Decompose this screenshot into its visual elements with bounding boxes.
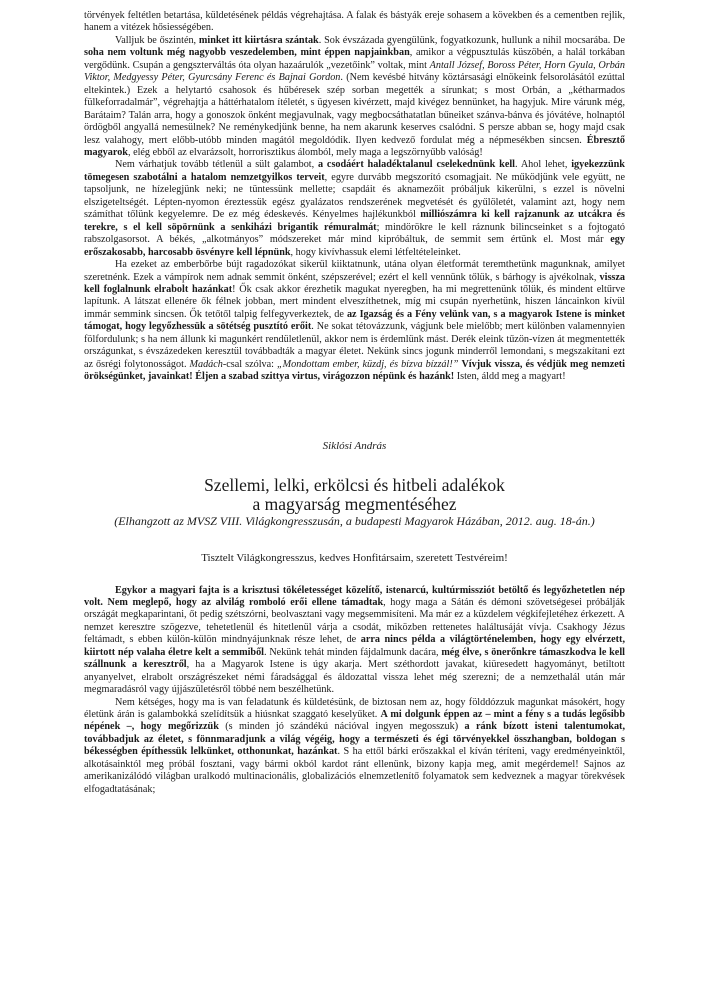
- article-title-line: a magyarság megmentéséhez: [252, 494, 457, 515]
- paragraph: Nem várhatjuk tovább tétlenül a sült galambot, a csodáért haladéktalanul cselekednünk kell. Ahol lehet, igyekezzünk tömegesen szabotálni a hatalom nemzetgyilkos terveit, egyre durvább megszorító csomagjait. Ne működjünk vele együtt, ne tapsoljunk, ne hízelegjünk neki; ne tüntessünk mellette; csapdáit és aknamezőit próbáljuk kikerülni, s ezzel is növelni elszigeteltségét. Lépten-nyomon éreztessük egész gyalázatos rendszerének megvetését és gyűlöletét, valamint azt, hogy nem számíthat tőlünk kegyelemre. De ez még édeskevés. Kényelmes hajlékunkból milliószámra ki kell rajzanunk az utcákra és terekre, s el kell söpörnünk a senkiházi brigantik rémuralmát; mindörökre le kell ráznunk bilincseinket s a fojtogató rabszolgasorsot. A békés, „alkotmányos” módszereket már mind kipróbáltuk, de semmit sem értünk el. Most már egy erőszakosabb, harcosabb ösvényre kell lépnünk, hogy kivívhassuk elemi létfeltételeinket.: [84, 159, 625, 258]
- article-subtitle: (Elhangzott az MVSZ VIII. Világkongresszusán, a budapesti Magyarok Házában, 2012. aug. 18-án.): [114, 514, 595, 529]
- paragraph: Egykor a magyari fajta is a krisztusi tökéletességet közelítő, istenarcú, kultúrmissziót betöltő és legyőzhetetlen nép volt. Nem meglepő, hogy az alvilág romboló erői ellene támadtak, hogy maga a Sátán és démoni szövetségesei próbálják országát megkaparintani, őt pedig szétszórni, beolvasztani vagy megsemmisíteni. Ma már ez a küzdelem végkifejletéhez érkezett. A nemzet keresztre szögezve, tehetetlenül és hitetlenül várja a csodát, miközben rettenetes haláltusáját vívja. Csakhogy Jézus feltámadt, s ebben külön-külön mindnyájunknak része lehet, de arra nincs példa a világtörténelemben, hogy egy elvérzett, kiirtott nép valaha életre kelt a semmiből. Nekünk tehát minden fájdalmunk dacára, még élve, s önerőnkre támaszkodva le kell szállnunk a keresztről, ha a Magyarok Istene is úgy akarja. Mert széthordott javakat, kiüresedett hagyományt, betiltott anyanyelvet, elrabolt országrészeket némi fáradsággal és áldozattal vissza lehet még szerezni; de a nemzethalál után már megmaradásról vagy újjászületésről többé nem beszélhetünk.: [84, 584, 625, 696]
- article-author: Siklósi András: [322, 439, 387, 452]
- paragraph: törvények feltétlen betartása, küldetésének példás végrehajtása. A falak és bástyák ereje sohasem a kövekben és a cementben rejlik, hanem a vitézek hősiességében.: [84, 10, 625, 34]
- greeting: Tisztelt Világkongresszus, kedves Honfitársaim, szeretett Testvéreim!: [201, 552, 508, 565]
- article-title-line: Szellemi, lelki, erkölcsi és hitbeli adalékok: [204, 475, 505, 496]
- paragraph: Ha ezeket az emberbőrbe bújt ragadozókat sikerül kiiktatnunk, utána olyan életformát teremthetünk magunknak, amilyet szeretnénk. Ezek a vámpírok nem adnak semmit önként, szépszerével; ezért el kell vennünk tőlük, s bárhogy is ajvékolnak, vissza kell foglalnunk elrabolt hazánkat! Ők csak akkor érezhetik magukat nyeregben, ha mi megrettenünk tőlük, és mindent eltűrve lapítunk. A látszat ellenére ők félnek jobban, mert mindent elveszíthetnek, míg mi csupán nyerhetünk, hiszen láncainkon kívül immár semmink sincsen. Ők tetőtől talpig felfegyverkeztek, de az Igazság és a Fény velünk van, s a magyarok Istene is minket támogat, hogy legyőzhessük a sötétség pusztító erőit. Ne sokat tétovázzunk, vágjunk bele mielőbb; mert különben valamennyien fölfordulunk; s ha nem állunk ki magunkért rendületlenül, akkor nem is érdemlünk mást. Derék eleink tűzön-vízen át megmentették országunkat, s évszázedeken keresztül továbbadták a magyar életet. Nekünk sincs jogunk minderről lemondani, s megszakítani ezt az ősrégi folytonosságot. Madách-csal szólva: „Mondottam ember, küzdj, és bízva bízzál!” Vívjuk vissza, és védjük meg nemzeti örökségünket, javainkat! Éljen a szabad szittya virtus, virágozzon népünk és hazánk! Isten, áldd meg a magyart!: [84, 259, 626, 383]
- article-title: [84, 476, 625, 514]
- paragraph: Nem kétséges, hogy ma is van feladatunk és küldetésünk, de biztosan nem az, hogy földdózzuk magunkat másokért, hogy életünk árán is galambokká szelídítsük a hiúsnkat szaggató keselyűket. A mi dolgunk éppen az – mint a fény s a tudás legősibb népének –, hogy megőrizzük (s minden jó szándékú nációval ingyen megosszuk) a ránk bízott isteni talentumokat, továbbadjuk az életet, s fönnmaradjunk a világ végéig, hogy a természeti és égi törvényekkel összhangban, boldogan s békességben építhessük lelkünket, otthonunkat, hazánkat. S ha ettől bárki erőszakkal el kíván téríteni, vagy eredményeinktől, alkotásainktól meg próbál fosztani, vagy bármi okból kardot ránt ellenünk, bizony kapja meg, amit megérdemel! Sajnos az amerikanizálódó világban uralkodó multinacionális, globalizációs elnemzetlenítő folyamatok sem kedveznek a magyar törekvések elfogadtatásának;: [84, 696, 625, 795]
- paragraph: Valljuk be őszintén, minket itt kiirtásra szántak. Sok évszázada gyengülünk, fogyatkozunk, hullunk a nihil mocsarába. De soha nem voltunk még nagyobb veszedelemben, mint éppen napjainkban, amikor a végpusztulás küszöbén, a halál torkában vergődünk. Csupán a gengszterváltás óta olyan hazaárulók „vezetőink” voltak, mint Antall József, Boross Péter, Horn Gyula, Orbán Viktor, Medgyessy Péter, Gyurcsány Ferenc és Bajnai Gordon. (Nem kevésbé hitvány köztársasági elnökeink felsorolásától ezúttal eltekintek.) Ezek a helytartó csahosok és hűbéresek szép sorban megették a sírunkat; s most Orbán, a „kétharmados fülkeforradalmár”, végrehajtja a háttérhatalom ítéletét, s ügyesen kivérzett, majd kivégez bennünket, ha hagyjuk. Mire várunk még, Barátaim? Talán arra, hogy a gonoszok önként megjavulnak, vagy megbocsáthatatlan bűneiket szánva-bánva és jóvátéve, holnaptól ördögből angyallá nemesülnek? Ne reménykedjünk benne, ha nem akarunk keserves csalódni. S persze abban se, hogy majd csak lesz valahogy, mert előbb-utóbb minden magától megoldódik. Ilyen kedvező fordulat még a népmesékben sincsen. Ébresztő magyarok, elég ebből az elvarázsolt, horrorisztikus álomból, mely maga a legszörnyűbb valóság!: [84, 34, 625, 158]
